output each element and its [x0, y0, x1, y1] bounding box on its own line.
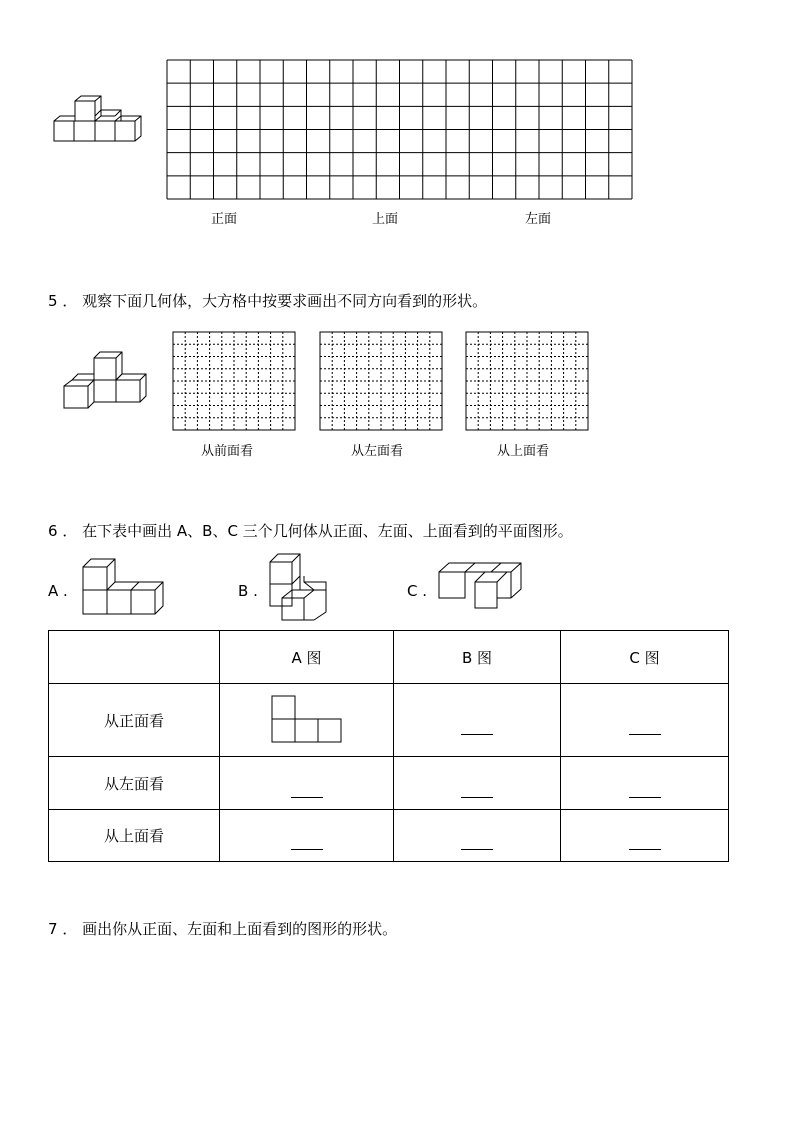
- table-header-cell: B 图: [394, 631, 561, 684]
- row-label: 从左面看: [49, 757, 220, 810]
- question-6-text: 在下表中画出 A、B、C 三个几何体从正面、左面、上面看到的平面图形。: [82, 522, 573, 540]
- answer-blank[interactable]: [291, 835, 323, 850]
- table-row: [49, 810, 729, 862]
- q5-grid-top[interactable]: [465, 331, 589, 431]
- answer-cell[interactable]: [220, 757, 394, 810]
- question-7-number: 7: [48, 920, 58, 938]
- shape-a-figure: [80, 556, 168, 618]
- answer-blank[interactable]: [461, 835, 493, 850]
- grid-label-left: 从左面看: [351, 444, 404, 459]
- q6-table: [48, 630, 729, 862]
- table-row: [49, 757, 729, 810]
- question-7-text: 画出你从正面、左面和上面看到的图形的形状。: [82, 920, 398, 938]
- answer-blank[interactable]: [629, 783, 661, 798]
- q4-cube-figure: [50, 92, 145, 147]
- answer-blank[interactable]: [461, 783, 493, 798]
- answer-cell[interactable]: [220, 684, 394, 757]
- answer-cell[interactable]: [394, 757, 561, 810]
- shape-b-label: B .: [238, 582, 258, 600]
- view-label-top: 上面: [372, 212, 399, 227]
- table-header-cell: C 图: [561, 631, 729, 684]
- q4-drawing-grid[interactable]: [166, 59, 633, 200]
- answer-blank[interactable]: [291, 783, 323, 798]
- view-label-left: 左面: [525, 212, 552, 227]
- grid-label-top: 从上面看: [497, 444, 550, 459]
- shape-c-label: C .: [407, 582, 428, 600]
- table-header-cell: A 图: [220, 631, 394, 684]
- answer-cell[interactable]: [561, 684, 729, 757]
- question-5-text: 观察下面几何体，大方格中按要求画出不同方向看到的形状。: [82, 292, 488, 310]
- view-label-front: 正面: [211, 212, 238, 227]
- q5-grid-front[interactable]: [172, 331, 296, 431]
- shape-c-figure: [436, 560, 528, 612]
- question-6-number: 6: [48, 522, 58, 540]
- answer-blank[interactable]: [629, 835, 661, 850]
- question-5: 5 ． 观察下面几何体，大方格中按要求画出不同方向看到的形状。: [48, 292, 488, 310]
- question-6: 6 ． 在下表中画出 A、B、C 三个几何体从正面、左面、上面看到的平面图形。: [48, 522, 573, 540]
- answer-blank[interactable]: [461, 720, 493, 735]
- answer-cell[interactable]: [394, 810, 561, 862]
- shape-a-label: A .: [48, 582, 68, 600]
- answer-blank[interactable]: [629, 720, 661, 735]
- answer-cell[interactable]: [561, 757, 729, 810]
- grid-label-front: 从前面看: [201, 444, 254, 459]
- a-front-view: [271, 695, 343, 745]
- answer-cell[interactable]: [220, 810, 394, 862]
- q5-cube-figure: [60, 350, 152, 412]
- question-5-number: 5: [48, 292, 58, 310]
- table-row: [49, 684, 729, 757]
- question-7: 7 ． 画出你从正面、左面和上面看到的图形的形状。: [48, 920, 398, 938]
- answer-cell[interactable]: [394, 684, 561, 757]
- shape-b-figure: [266, 552, 332, 624]
- q5-grid-left[interactable]: [319, 331, 443, 431]
- table-header-row: [49, 631, 729, 684]
- table-header-cell: [49, 631, 220, 684]
- answer-cell[interactable]: [561, 810, 729, 862]
- row-label: 从正面看: [49, 684, 220, 757]
- row-label: 从上面看: [49, 810, 220, 862]
